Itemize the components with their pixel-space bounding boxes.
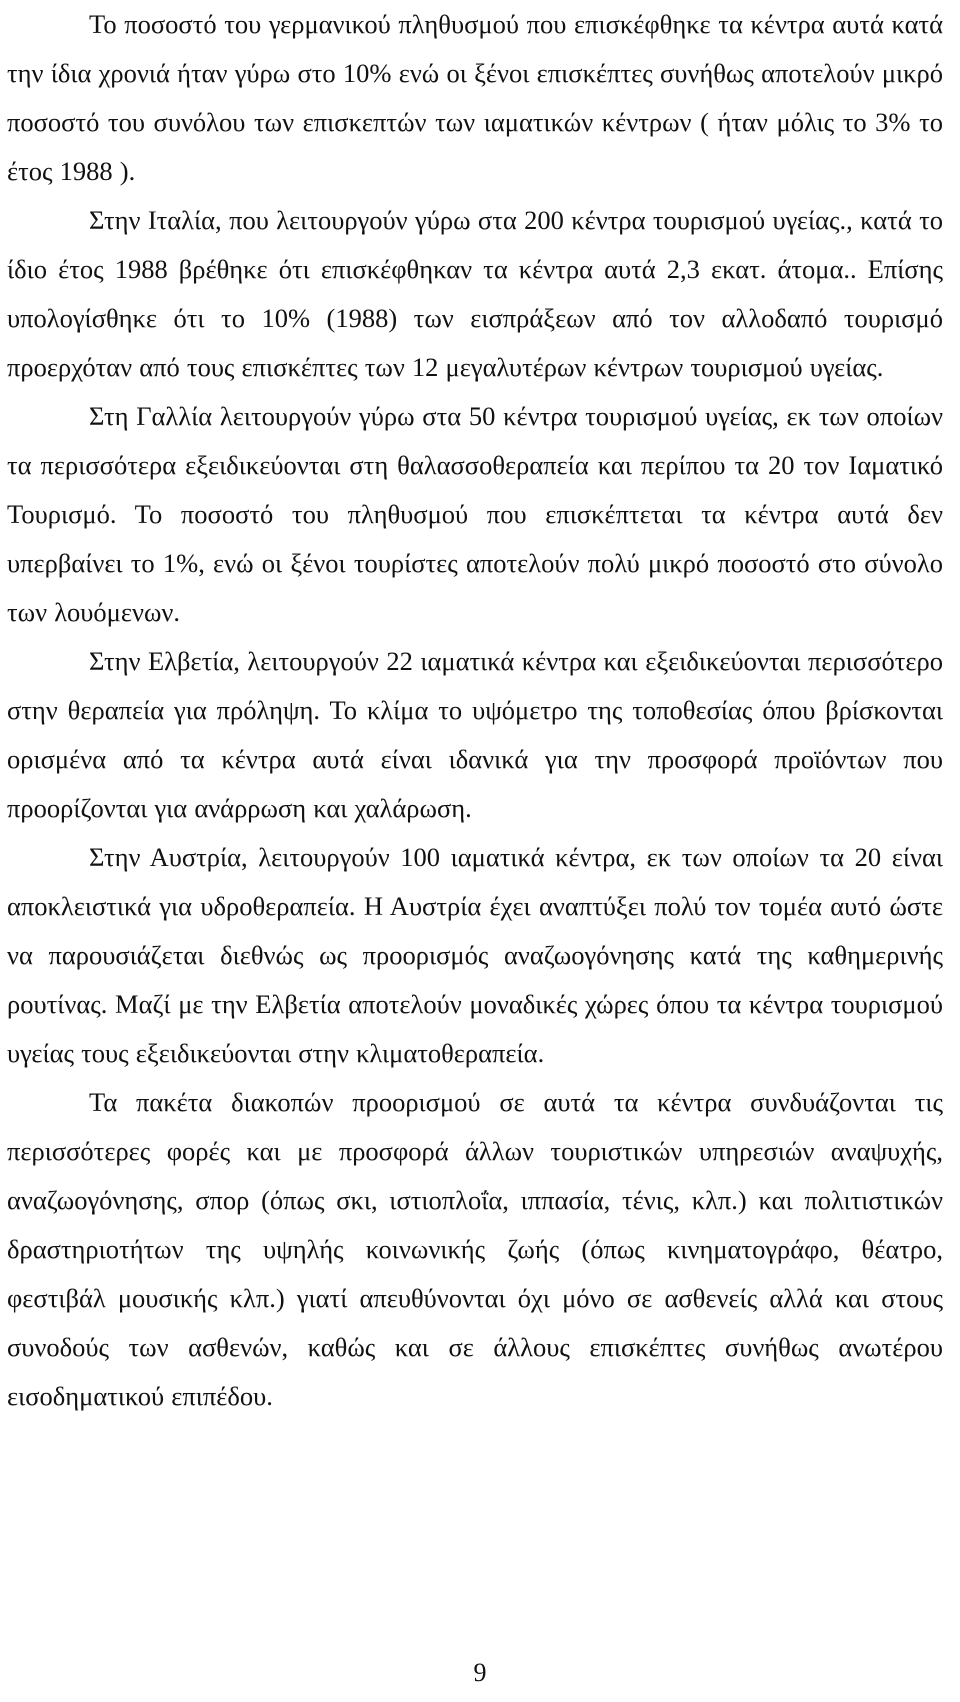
body-text bbox=[7, 0, 943, 1421]
paragraph-italy: Στην Ιταλία, που λειτουργούν γύρω στα 200 κέντρα τουρισμού υγείας., κατά το ίδιο έτος 1988 βρέθηκε ότι επισκέφθηκαν τα κέντρα αυτά 2,3 εκατ. άτομα.. Επίσης υπολογίσθηκε ότι το 10% (1988) των εισπράξεων από τον αλλοδαπό τουρισμό προερχόταν από τους επισκέπτες των 12 μεγαλυτέρων κέντρων τουρισμού υγείας. bbox=[7, 205, 943, 382]
paragraph-germany: Το ποσοστό του γερμανικού πληθυσμού που επισκέφθηκε τα κέντρα αυτά κατά την ίδια χρονιά ήταν γύρω στο 10% ενώ οι ξένοι επισκέπτες συνήθως αποτελούν μικρό ποσοστό του συνόλου των επισκεπτών των ιαματικών κέντρων ( ήταν μόλις το 3% το έτος 1988 ). bbox=[7, 9, 943, 186]
paragraph-switzerland: Στην Ελβετία, λειτουργούν 22 ιαματικά κέντρα και εξειδικεύονται περισσότερο στην θεραπεία για πρόληψη. Το κλίμα το υψόμετρο της τοποθεσίας όπου βρίσκονται ορισμένα από τα κέντρα αυτά είναι ιδανικά για την προσφορά προϊόντων που προορίζονται για ανάρρωση και χαλάρωση. bbox=[7, 646, 943, 823]
page-number: 9 bbox=[473, 1658, 487, 1687]
paragraph-austria: Στην Αυστρία, λειτουργούν 100 ιαματικά κέντρα, εκ των οποίων τα 20 είναι αποκλειστικά για υδροθεραπεία. Η Αυστρία έχει αναπτύξει πολύ τον τομέα αυτό ώστε να παρουσιάζεται διεθνώς ως προορισμός αναζωογόνησης κατά της καθημερινής ρουτίνας. Μαζί με την Ελβετία αποτελούν μοναδικές χώρες όπου τα κέντρα τουρισμού υγείας τους εξειδικεύονται στην κλιματοθεραπεία. bbox=[7, 842, 943, 1068]
paragraph-packages: Τα πακέτα διακοπών προορισμού σε αυτά τα κέντρα συνδυάζονται τις περισσότερες φορές και με προσφορά άλλων τουριστικών υπηρεσιών αναψυχής, αναζωογόνησης, σπορ (όπως σκι, ιστιοπλοΐα, ιππασία, τένις, κλπ.) και πολιτιστικών δραστηριοτήτων της υψηλής κοινωνικής ζωής (όπως κινηματογράφο, θέατρο, φεστιβάλ μουσικής κλπ.) γιατί απευθύνονται όχι μόνο σε ασθενείς αλλά και στους συνοδούς των ασθενών, καθώς και σε άλλους επισκέπτες συνήθως ανωτέρου εισοδηματικού επιπέδου. bbox=[7, 1087, 943, 1411]
paragraph-france: Στη Γαλλία λειτουργούν γύρω στα 50 κέντρα τουρισμού υγείας, εκ των οποίων τα περισσότερα εξειδικεύονται στη θαλασσοθεραπεία και περίπου τα 20 τον Ιαματικό Τουρισμό. Το ποσοστό του πληθυσμού που επισκέπτεται τα κέντρα αυτά δεν υπερβαίνει το 1%, ενώ οι ξένοι τουρίστες αποτελούν πολύ μικρό ποσοστό στο σύνολο των λουόμενων. bbox=[7, 401, 943, 627]
